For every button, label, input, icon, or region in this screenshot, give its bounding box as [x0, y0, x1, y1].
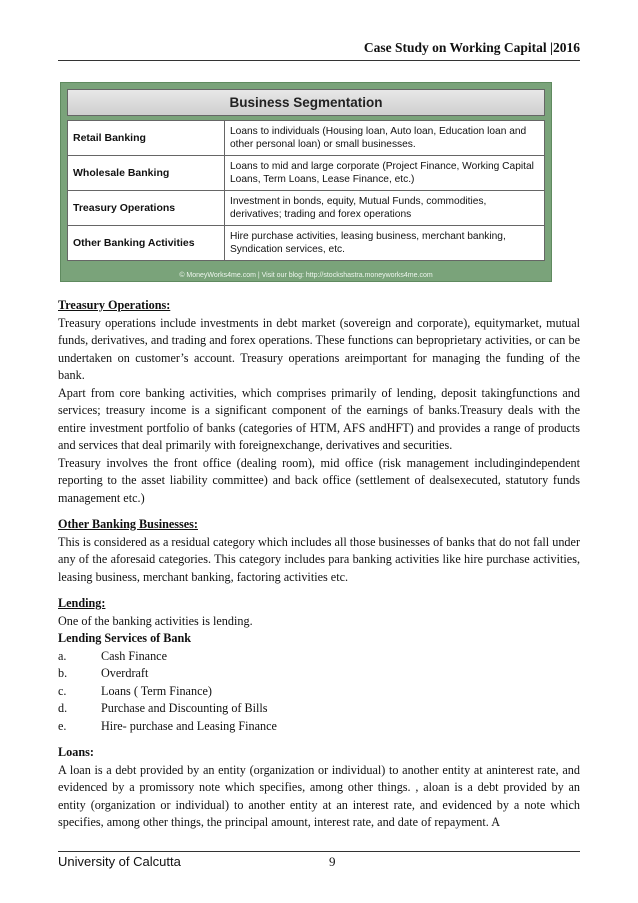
list-item: c. Loans ( Term Finance)	[58, 683, 212, 698]
section-heading: Lending:	[58, 596, 106, 610]
business-segmentation-figure	[60, 82, 552, 282]
header-rule	[58, 60, 580, 61]
running-header: Case Study on Working Capital |2016	[363, 40, 580, 55]
figure-caption: © MoneyWorks4me.com | Visit our blog: http://stockshastra.moneyworks4me.com	[179, 272, 433, 279]
section-heading: Other Banking Businesses:	[58, 517, 198, 531]
page-body	[58, 297, 580, 832]
sub-heading: Lending Services of Bank	[58, 631, 192, 645]
segmentation-table	[67, 120, 545, 261]
footer-rule	[58, 851, 580, 852]
segment-description: Investment in bonds, equity, Mutual Funds, commodities, derivatives; trading and forex operations	[225, 191, 545, 226]
page-number: 9	[329, 854, 336, 869]
segment-label: Retail Banking	[68, 121, 225, 156]
paragraph: Apart from core banking activities, which comprises primarily of lending, deposit takingfunctions and services; treasury income is a significant component of the earnings of banks.Treasury deals with the entire investment portfolio of banks (categories of HTM, AFS andHFT) and provides a range of products and services that deal primarily with foreignexchange, derivatives and securities.	[58, 385, 580, 452]
table-row	[68, 226, 545, 261]
section-heading: Loans:	[58, 745, 94, 759]
segment-description: Hire purchase activities, leasing business, merchant banking, Syndication services, etc.	[225, 226, 545, 261]
segment-description: Loans to individuals (Housing loan, Auto loan, Education loan and other personal loan) or small businesses.	[225, 121, 545, 156]
paragraph: Treasury operations include investments in debt market (sovereign and corporate), equitymarket, mutual funds, derivatives, and trading and forex operations. These functions can beproprietary activities, or can be undertaken on customer’s account. Treasury operations areimportant for managing the funding of the bank.	[58, 315, 580, 382]
table-row	[68, 191, 545, 226]
footer-institution: University of Calcutta	[58, 854, 181, 869]
paragraph: Treasury involves the front office (dealing room), mid office (risk management includingindependent reporting to the asset liability committee) and back office (settlement of dealsexecuted, statutory funds management etc.)	[58, 455, 580, 505]
paragraph: One of the banking activities is lending.	[58, 613, 253, 628]
segment-description: Loans to mid and large corporate (Project Finance, Working Capital Loans, Term Loans, Lease Finance, etc.)	[225, 156, 545, 191]
list-item: b. Overdraft	[58, 666, 149, 680]
paragraph: A loan is a debt provided by an entity (organization or individual) to another entity at aninterest rate, and evidenced by a promissory note which specifies, among other things. , aloan is a debt provided by an entity (organization or individual) to another entity at an interest rate, and evidenced by a note which specifies, among other things, the principal amount, interest rate, and date of repayment. A	[58, 762, 580, 829]
list-item: d. Purchase and Discounting of Bills	[58, 701, 268, 715]
segmentation-title: Business Segmentation	[67, 89, 545, 116]
segment-label: Wholesale Banking	[68, 156, 225, 191]
table-row	[68, 156, 545, 191]
segment-label: Other Banking Activities	[68, 226, 225, 261]
section-heading: Treasury Operations:	[58, 298, 171, 312]
list-item: a. Cash Finance	[58, 648, 168, 663]
table-row	[68, 121, 545, 156]
list-item: e. Hire- purchase and Leasing Finance	[58, 718, 277, 733]
segment-label: Treasury Operations	[68, 191, 225, 226]
paragraph: This is considered as a residual category which includes all those businesses of banks that do not fall under any of the aforesaid categories. This category includes para banking activities like hire purchase activities, leasing business, merchant banking, factoring activities etc.	[58, 534, 580, 584]
